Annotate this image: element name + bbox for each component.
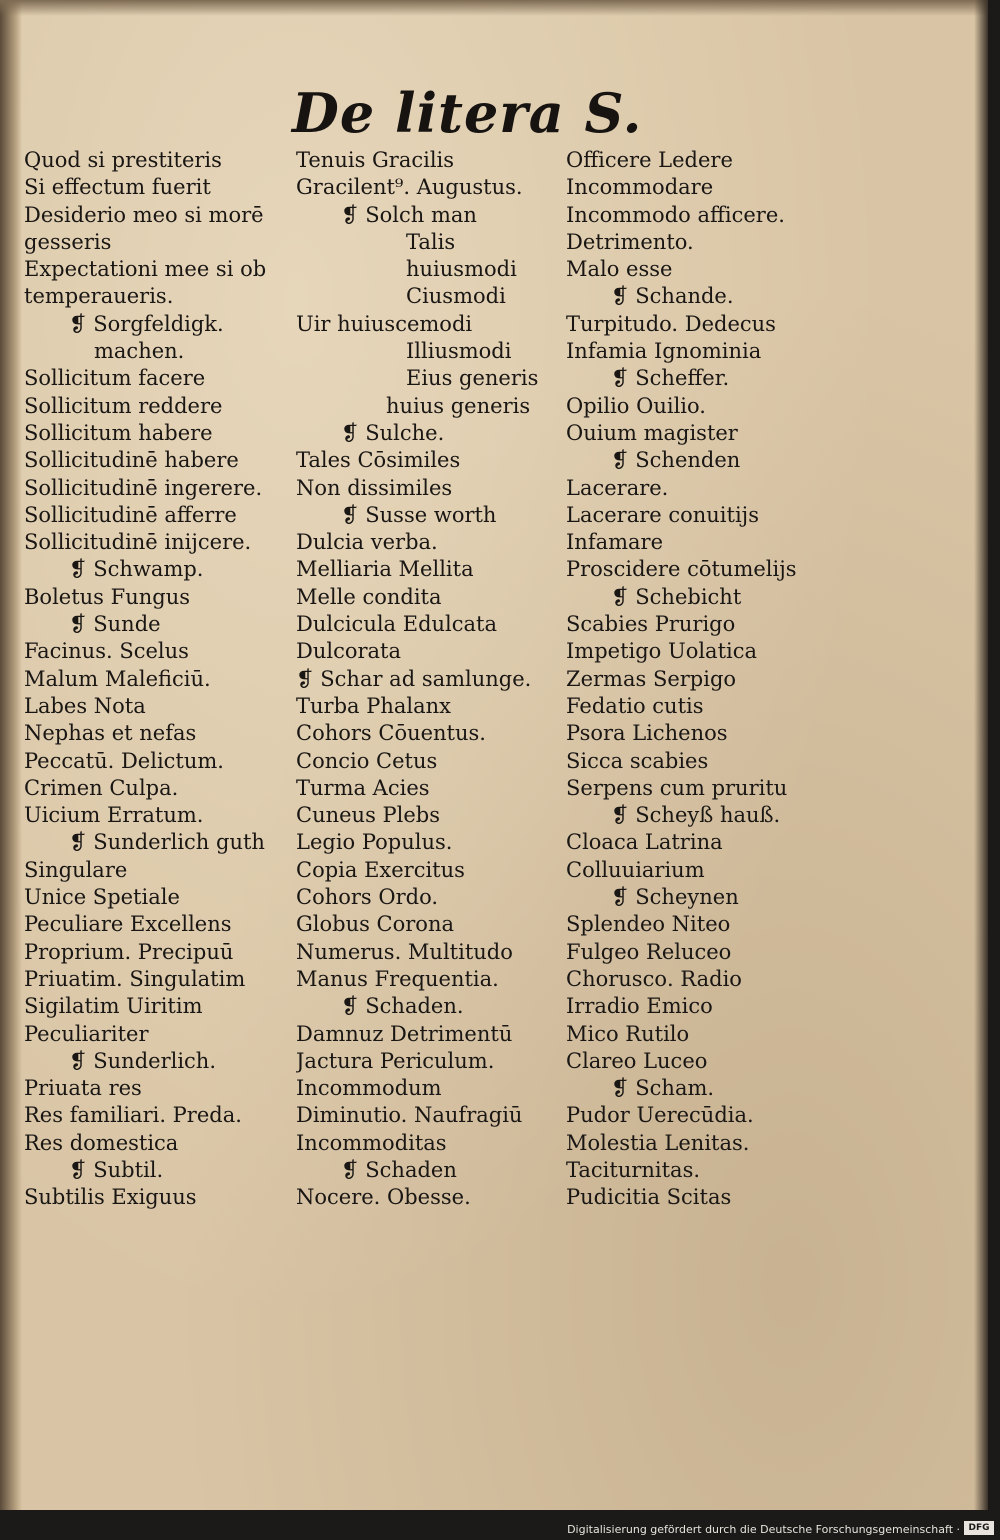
dictionary-line: Sigilatim Uiritim: [24, 994, 203, 1019]
dictionary-line: Malo esse: [566, 257, 673, 282]
dictionary-line: Copia Exercitus: [296, 857, 465, 882]
dictionary-line: ❡ Schaden: [341, 1157, 457, 1182]
dictionary-line: Boletus Fungus: [24, 584, 191, 609]
dictionary-line: ❡ Schande.: [611, 284, 734, 309]
dictionary-line: ❡ Scheynen: [611, 885, 739, 910]
dictionary-line: Melle condita: [296, 584, 442, 609]
dictionary-line: Choruscο. Radio: [566, 966, 742, 991]
dictionary-line: Peculiariter: [24, 1021, 149, 1046]
dictionary-line: Sollicitudinē afferre: [24, 502, 237, 527]
dictionary-line: Nocere. Obesse.: [296, 1185, 471, 1210]
page-title: De litera S.: [292, 81, 643, 145]
dictionary-line: Priuata res: [24, 1076, 142, 1101]
dictionary-line: Cuneus Plebs: [296, 803, 441, 828]
dictionary-line: ❡ Scheyß hauß.: [611, 803, 781, 828]
dictionary-line: Legio Populus.: [296, 830, 453, 855]
dictionary-line: Cloaca Latrina: [566, 830, 723, 855]
dictionary-line: Concio Cetus: [296, 748, 438, 773]
dictionary-line: Incommodo afficere.: [566, 202, 785, 227]
dictionary-line: Ciusmodi: [406, 284, 506, 309]
dictionary-line: ❡ Schenden: [611, 448, 741, 473]
dictionary-line: Subtilis Exiguus: [24, 1185, 197, 1210]
dictionary-line: Peccatū. Delictum.: [24, 748, 224, 773]
dictionary-line: ❡ Sorgfeldigk.: [69, 311, 224, 336]
dictionary-line: Desiderio meo si morē: [24, 202, 264, 227]
dictionary-line: Quod si prestiteris: [24, 148, 222, 172]
dictionary-line: Priuatim. Singulatim: [24, 966, 246, 991]
dictionary-line: ❡ Sunde: [69, 612, 161, 637]
dictionary-line: Turpitudo. Dedecus: [566, 311, 776, 336]
dictionary-line: Res familiari. Preda.: [24, 1103, 242, 1128]
dictionary-line: Lacerare conuitijs: [566, 502, 759, 527]
dictionary-line: huius generis: [386, 393, 531, 418]
dictionary-line: ❡ Scheffer.: [611, 366, 730, 391]
dictionary-line: Opilio Ouilio.: [566, 393, 706, 418]
dictionary-line: Irradio Emico: [566, 994, 713, 1019]
dictionary-line: Unice Spetiale: [24, 885, 180, 910]
dictionary-line: Malum Maleficiū.: [24, 666, 211, 691]
dictionary-line: Expectationi mee si ob: [24, 257, 267, 282]
dictionary-line: ❡ Schaden.: [341, 994, 464, 1019]
dictionary-line: Pudicitia Scitas: [566, 1185, 732, 1210]
dictionary-line: Incommodare: [566, 175, 714, 200]
dfg-logo: DFG: [964, 1521, 994, 1535]
dictionary-line: Gracilent⁹. Augustus.: [296, 175, 523, 200]
dictionary-line: Uicium Erratum.: [24, 803, 204, 828]
dictionary-line: Globus Corona: [296, 912, 454, 937]
dictionary-line: Manus Frequentia.: [296, 966, 499, 991]
dictionary-line: machen.: [94, 339, 185, 364]
dictionary-line: Si effectum fuerit: [24, 175, 211, 200]
dictionary-line: Pudor Uerecūdia.: [566, 1103, 754, 1128]
dictionary-line: Impetigo Uolatica: [566, 639, 758, 664]
dictionary-line: ❡ Solch man: [341, 202, 477, 227]
dictionary-line: Sollicitudinē inijcere.: [24, 530, 252, 555]
dictionary-line: Sollicitum habere: [24, 420, 213, 445]
dictionary-line: Dulcia verba.: [296, 530, 438, 555]
dictionary-line: Sollicitudinē ingerere.: [24, 475, 263, 500]
dictionary-line: Psora Lichenos: [566, 721, 728, 746]
dictionary-line: Labes Nota: [24, 693, 146, 718]
dictionary-line: ❡ Sunderlich guth: [69, 830, 265, 855]
dictionary-line: Serpens cum pruritu: [566, 775, 788, 800]
dictionary-line: Singulare: [24, 857, 128, 882]
dictionary-line: Peculiare Excellens: [24, 912, 232, 937]
dictionary-line: Nephas et nefas: [24, 721, 197, 746]
dictionary-line: Incommodum: [296, 1076, 442, 1101]
dictionary-line: Crimen Culpa.: [24, 775, 179, 800]
page-right-shadow: [974, 0, 988, 1510]
dictionary-line: Dulcicula Edulcata: [296, 612, 498, 637]
dictionary-line: Incommoditas: [296, 1130, 447, 1155]
dictionary-line: Lacerare.: [566, 475, 669, 500]
dictionary-line: Cohors Cōuentus.: [296, 721, 486, 746]
dictionary-line: Jactura Periculum.: [296, 1048, 495, 1073]
dictionary-line: Sicca scabies: [566, 748, 709, 773]
dictionary-line: ❡ Schebicht: [611, 584, 742, 609]
dictionary-line: Sollicitum facere: [24, 366, 206, 391]
dictionary-line: Taciturnitas.: [566, 1157, 701, 1182]
dictionary-line: ❡ Sulche.: [341, 420, 445, 445]
dictionary-line: Turma Acies: [296, 775, 430, 800]
dictionary-line: ❡ Sunderlich.: [69, 1048, 217, 1073]
dictionary-line: Diminutio. Naufragiū: [296, 1103, 523, 1128]
dictionary-line: Cohors Ordo.: [296, 885, 439, 910]
dictionary-line: Detrimento.: [566, 229, 694, 254]
dictionary-line: ❡ Schar ad samlunge.: [296, 666, 532, 691]
dictionary-line: Zermas Serpigo: [566, 666, 737, 691]
dictionary-line: Tales Cōsimiles: [296, 448, 461, 473]
dictionary-line: Clareo Luceo: [566, 1048, 708, 1073]
dictionary-line: Proscidere cōtumelijs: [566, 557, 797, 582]
dictionary-line: Uir huiuscemodi: [296, 311, 473, 336]
dictionary-line: Res domestica: [24, 1130, 179, 1155]
dictionary-line: Fedatio cutis: [566, 693, 704, 718]
dictionary-line: Damnuz Detrimentū: [296, 1021, 513, 1046]
dictionary-line: Turba Phalanx: [296, 693, 451, 718]
column-2: [296, 147, 560, 1212]
dictionary-line: Officere Ledere: [566, 148, 733, 172]
dictionary-line: gesseris: [24, 229, 112, 254]
dictionary-line: Non dissimiles: [296, 475, 453, 500]
dictionary-line: Sollicitum reddere: [24, 393, 223, 418]
funding-credit: Digitalisierung gefördert durch die Deutsche Forschungsgemeinschaft ·: [567, 1523, 960, 1536]
dictionary-line: Illiusmodi: [406, 339, 512, 364]
page-binding-shadow: [0, 0, 22, 1510]
dictionary-line: Sollicitudinē habere: [24, 448, 239, 473]
dictionary-line: ❡ Susse worth: [341, 502, 497, 527]
dictionary-line: Molestia Lenitas.: [566, 1130, 750, 1155]
page-top-shadow: [0, 0, 988, 16]
dictionary-line: Eius generis: [406, 366, 539, 391]
dictionary-line: Infamia Ignominia: [566, 339, 762, 364]
dictionary-line: Melliaria Mellita: [296, 557, 474, 582]
dictionary-line: Scabies Prurigo: [566, 612, 736, 637]
dictionary-line: Infamare: [566, 530, 664, 555]
dictionary-line: ❡ Scham.: [611, 1076, 715, 1101]
column-1: [24, 147, 290, 1212]
dictionary-line: Proprium. Precipuū: [24, 939, 234, 964]
dictionary-line: Splendeo Niteo: [566, 912, 731, 937]
dictionary-line: Fulgeo Reluceo: [566, 939, 732, 964]
dictionary-line: Dulcorata: [296, 639, 401, 664]
dictionary-line: ❡ Subtil.: [69, 1157, 164, 1182]
dictionary-line: Mico Rutilo: [566, 1021, 690, 1046]
dictionary-line: Talis: [406, 229, 456, 254]
dictionary-line: temperaueris.: [24, 284, 174, 309]
dictionary-line: huiusmodi: [406, 257, 517, 282]
dictionary-line: Tenuis Gracilis: [296, 148, 455, 172]
column-3: [566, 147, 836, 1212]
dictionary-line: Ouium magister: [566, 420, 738, 445]
dictionary-line: Facinus. Scelus: [24, 639, 189, 664]
dictionary-line: Numerus. Multitudo: [296, 939, 513, 964]
dictionary-line: Colluuiarium: [566, 857, 705, 882]
dictionary-line: ❡ Schwamp.: [69, 557, 204, 582]
